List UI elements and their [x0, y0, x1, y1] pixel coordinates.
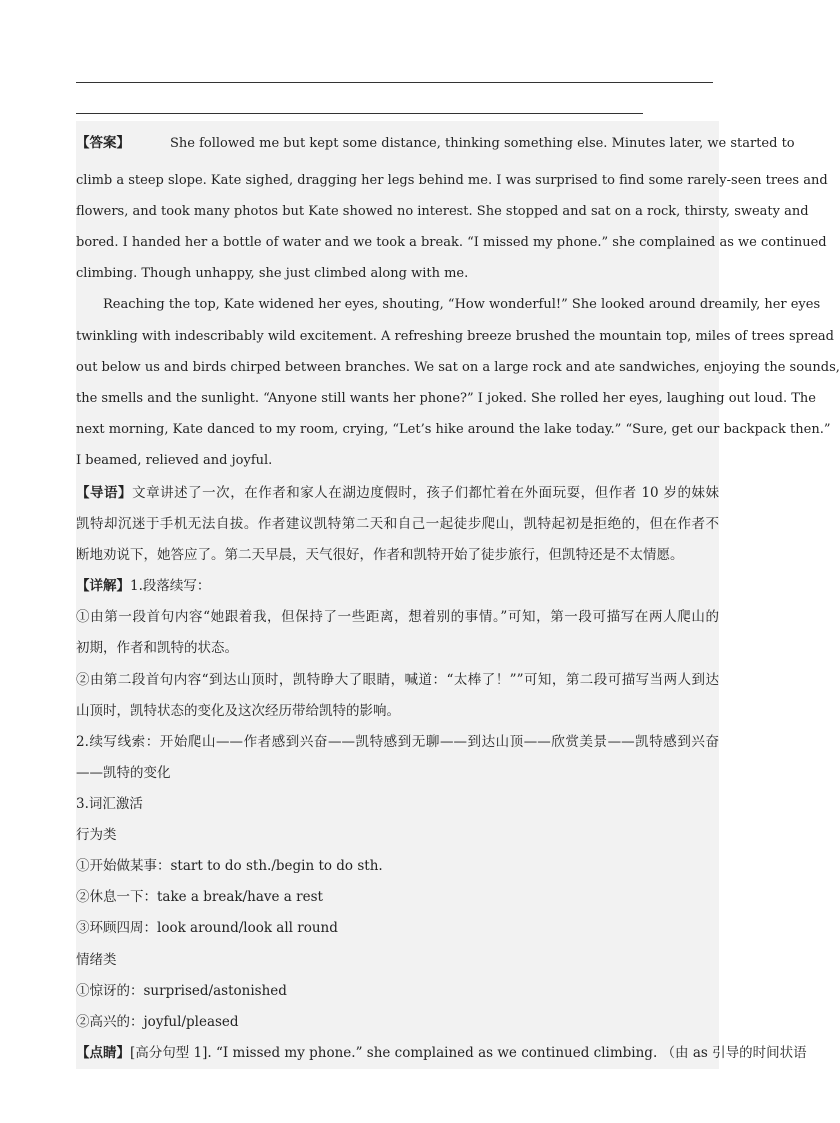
- detail-line-6: ——凯特的变化: [76, 765, 171, 781]
- answer-line-7: twinkling with indescribably wild excitement. A refreshing breeze brushed the mountain top, miles of trees spread: [76, 329, 834, 344]
- answer-line-8: out below us and birds chirped between branches. We sat on a large rock and ate sandwiches, enjoying the sounds,: [76, 360, 840, 375]
- detail-line-11: ③环顾四周：look around/look all round: [76, 920, 338, 936]
- detail-line-1: ①由第一段首句内容“她跟着我，但保持了一些距离，想着别的事情。”可知，第一段可描写在两人爬山的: [76, 609, 719, 625]
- detail-heading: 【详解】1.段落续写：: [76, 578, 211, 594]
- detail-line-12: 情绪类: [76, 952, 117, 968]
- answer-line-2: climb a steep slope. Kate sighed, dragging her legs behind me. I was surprised to find some rarely-seen trees and: [76, 173, 828, 188]
- detail-line-4: 山顶时，凯特状态的变化及这次经历带给凯特的影响。: [76, 703, 400, 719]
- guide-line-2: 凯特却沉迷于手机无法自拔。作者建议凯特第二天和自己一起徒步爬山，凯特起初是拒绝的，但在作者不: [76, 516, 719, 532]
- answer-label: 【答案】: [76, 135, 130, 151]
- answer-line-9: the smells and the sunlight. “Anyone still wants her phone?” I joked. She rolled her eyes, laughing out loud. The: [76, 391, 816, 406]
- guide-label: 【导语】: [76, 485, 133, 501]
- blank-answer-line-1: [76, 82, 713, 83]
- detail-line-13: ①惊讶的：surprised/astonished: [76, 983, 287, 999]
- blank-answer-line-2: [76, 113, 643, 114]
- detail-line-5: 2.续写线索：开始爬山——作者感到兴奋——凯特感到无聊——到达山顶——欣赏美景——凯特感到兴奋: [76, 734, 719, 750]
- detail-line-2: 初期，作者和凯特的状态。: [76, 640, 238, 656]
- answer-line-1: 【答案】 She followed me but kept some distance, thinking something else. Minutes later, we started to: [76, 135, 795, 151]
- detail-line-3: ②由第二段首句内容“到达山顶时，凯特睁大了眼睛，喊道：“太棒了！””可知，第二段可描写当两人到达: [76, 672, 719, 688]
- answer-line-11: I beamed, relieved and joyful.: [76, 453, 273, 468]
- detail-line-10: ②休息一下：take a break/have a rest: [76, 889, 323, 905]
- detail-label: 【详解】: [76, 578, 130, 594]
- detail-line-8: 行为类: [76, 827, 117, 843]
- detail-line-7: 3.词汇激活: [76, 796, 143, 812]
- answer-line-3: flowers, and took many photos but Kate showed no interest. She stopped and sat on a rock, thirsty, sweaty and: [76, 204, 809, 219]
- guide-line-1: 【导语】文章讲述了一次，在作者和家人在湖边度假时，孩子们都忙着在外面玩耍，但作者 10 岁的妹妹: [76, 485, 720, 501]
- detail-line-14: ②高兴的：joyful/pleased: [76, 1014, 239, 1030]
- answer-line-5: climbing. Though unhappy, she just climbed along with me.: [76, 266, 469, 281]
- detail-line-9: ①开始做某事：start to do sth./begin to do sth.: [76, 858, 383, 874]
- answer-line-4: bored. I handed her a bottle of water and we took a break. “I missed my phone.” she complained as we continued: [76, 235, 827, 250]
- guide-line-3: 断地劝说下，她答应了。第二天早晨，天气很好，作者和凯特开始了徒步旅行，但凯特还是不太情愿。: [76, 547, 684, 563]
- answer-line-6: Reaching the top, Kate widened her eyes, shouting, “How wonderful!” She looked around dreamily, her eyes: [103, 297, 821, 312]
- answer-line-10: next morning, Kate danced to my room, crying, “Let’s hike around the lake today.” “Sure, get our backpack then.”: [76, 422, 831, 437]
- highlight-label: 【点睛】: [76, 1045, 130, 1061]
- highlight-line: 【点睛】[高分句型 1]. “I missed my phone.” she complained as we continued climbing. （由 as 引导的时间状语: [76, 1045, 807, 1061]
